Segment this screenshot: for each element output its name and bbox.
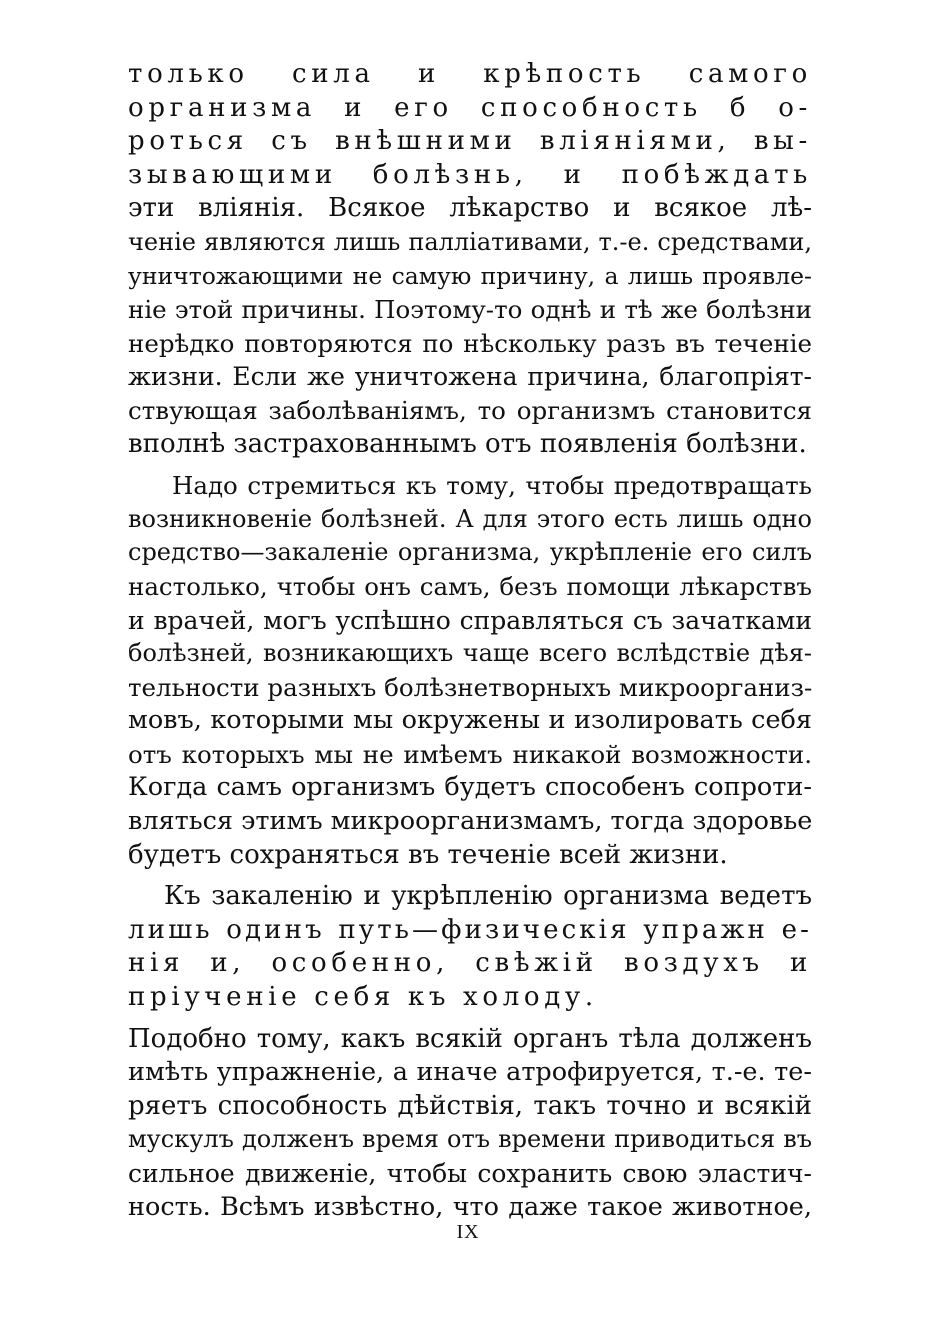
text-line: ченіе являются лишь палліативами, т.-е. средствами, [128,227,812,256]
text-line: сильное движеніе, чтобы сохранить свою эластич- [128,1159,812,1188]
text-line: уничтожающими не самую причину, а лишь проявле- [128,261,812,290]
text-line: ряетъ способность дѣйствія, такъ точно и всякій [128,1090,812,1121]
paragraph-2 [128,469,812,872]
text-line: Когда самъ организмъ будетъ способенъ сопроти- [128,772,812,803]
text-line: зывающими болѣзнь, и побѣждать [128,159,812,190]
text-line: жизни. Если же уничтожена причина, благопріят- [128,362,812,392]
text-line: средство—закаленіе организма, укрѣпленіе его силъ [128,538,812,567]
text-line: ніе этой причины. Поэтому-то однѣ и тѣ же болѣзни [128,295,812,325]
text-line: отъ которыхъ мы не имѣемъ никакой возможности. [128,739,812,769]
text-line: болѣзней, возникающихъ чаще всего вслѣдствіе дѣя- [128,639,812,668]
text-line: настолько, чтобы онъ самъ, безъ помощи лѣкарствъ [128,571,812,601]
page-number: IX [456,1221,480,1243]
text-line: нерѣдко повторяются по нѣскольку разъ въ теченіе [128,328,812,358]
text-line: будетъ сохраняться въ теченіе всей жизни. [128,839,728,870]
page-body [128,58,812,1224]
text-line: возникновеніе болѣзней. А для этого есть лишь одно [128,504,812,533]
paragraph-4 [128,1023,812,1225]
text-line: имѣть упражненіе, а иначе атрофируется, т.-е. те- [128,1057,812,1088]
text-line: эти вліянія. Всякое лѣкарство и всякое лѣ- [128,193,812,224]
text-line: вляться этимъ микроорганизмамъ, тогда здоровье [128,806,813,837]
text-line: мускулъ долженъ время отъ времени приводиться въ [128,1125,812,1154]
text-line: организма и его способность б о- [128,92,812,123]
text-line: Къ закаленію и укрѣпленію организма ведетъ [164,881,812,912]
text-line: только сила и крѣпость самого [128,59,812,89]
text-line: Подобно тому, какъ всякій органъ тѣла долженъ [128,1023,812,1054]
text-line: нія и, особенно, свѣжій воздухъ и [128,948,812,979]
text-line: ность. Всѣмъ извѣстно, что даже такое животное, [128,1191,812,1222]
paragraph-3 [128,880,812,1014]
text-line: роться съ внѣшними вліяніями, вы- [128,126,812,157]
text-line: Надо стремиться къ тому, чтобы предотвращать [172,471,812,501]
text-line: ствующая заболѣваніямъ, то организмъ становится [128,395,812,425]
text-line: и врачей, могъ успѣшно справляться съ зачатками [128,605,812,635]
text-line: пріученіе себя къ холоду. [128,982,598,1013]
text-line: лишь одинъ путь—физическія упражн е- [128,914,812,945]
paragraph-1 [128,58,812,461]
text-line: мовъ, которыми мы окружены и изолировать себя [128,705,812,736]
text-line: тельности разныхъ болѣзнетворныхъ микроорганиз- [128,672,813,702]
text-line: вполнѣ застрахованнымъ отъ появленія болѣзни. [128,428,807,459]
